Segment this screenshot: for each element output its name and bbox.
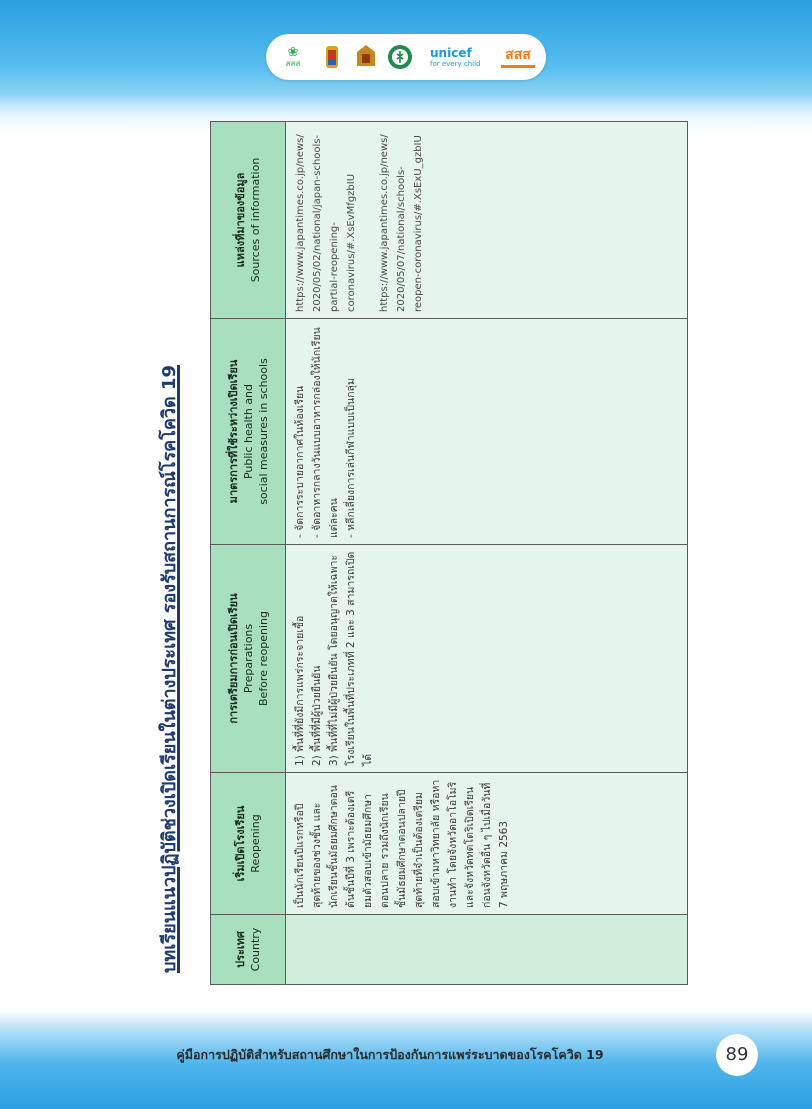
table-header-row	[211, 122, 286, 985]
column-header-sources	[211, 122, 286, 319]
column-header-sources-en: Sources of information	[249, 157, 262, 283]
measure-item: - หลีกเลี่ยงการเล่นกีฬาแบบเป็นกลุ่ม	[345, 378, 357, 538]
measure-item: - จัดอาหารกลางวันแบบอาหารกล่องให้นักเรียนแต่ละคน	[311, 327, 340, 538]
column-header-preparations-en: Preparations	[241, 623, 255, 694]
cell-preparations	[286, 545, 688, 773]
measure-item: - จัดการระบายอากาศในห้องเรียน	[294, 385, 306, 538]
royal-seal-icon	[319, 44, 345, 70]
column-header-reopening	[211, 773, 286, 915]
unicef-tagline: for every child	[430, 59, 481, 68]
measures-table	[210, 121, 688, 985]
column-header-country	[211, 915, 286, 985]
footer-title: คู่มือการปฏิบัติสำหรับสถานศึกษาในการป้องกันการแพร่ระบาดของโรคโควิด 19	[176, 1047, 604, 1062]
cell-reopening: เป็นนักเรียนปีแรกหรือปีสุดท้ายของช่วงชั้น และนักเรียนชั้นมัธยมศึกษาตอนต้นชั้นปีที่ 3 เพราะต้องเตรียมตัวสอบเข้ามัธยมศึกษาตอนปลาย รวมถึงนักเรียนชั้นมัธยมศึกษาตอนปลายปีสุดท้ายที่จำเป็นต้องเตรียมสอบเข้ามหาวิทยาลัย หรือหางานทำ โดยจังหวัดอาโอโมริและจังหวัดทตโตริเปิดเรียนก่อนจังหวัดอื่น ๆ ไปเมื่อวันที่ 7 พฤษภาคม 2563	[286, 773, 688, 915]
seal-logo-2	[352, 41, 380, 73]
column-header-preparations-en2: Before reopening	[256, 611, 270, 706]
ministry-seal-icon	[353, 44, 379, 70]
column-header-measures-en2: social measures in schools	[256, 358, 270, 505]
column-header-reopening-en: Reopening	[249, 814, 262, 873]
page-number: 89	[716, 1034, 758, 1076]
cell-measures	[286, 319, 688, 545]
sss-logo-underline	[501, 65, 535, 68]
column-header-measures	[211, 319, 286, 545]
sss-logo-text: สสส	[505, 46, 531, 63]
source-link[interactable]: https://www.japantimes.co.jp/news/2020/05/02/national/japan-schools-partial-reopening-coronavirus/#.XsEvMfgzbIU	[295, 134, 357, 312]
column-header-measures-en: Public health and	[241, 383, 255, 480]
moph-logo	[386, 41, 414, 73]
preparation-item: 2) พื้นที่ที่มีผู้ป่วยยืนยัน	[311, 665, 323, 766]
column-header-measures-th: มาตรการที่ใช้ระหว่างเปิดเรียน	[226, 359, 240, 504]
page-heading	[140, 122, 204, 985]
column-header-country-th: ประเทศ	[234, 931, 247, 968]
logo-bar	[266, 34, 546, 80]
page-title: บทเรียนแนวปฏิบัติช่วงเปิดเรียนในต่างประเทศ รองรับสถานการณ์โรคโควิด 19	[159, 364, 180, 973]
unicef-logo-text: unicef	[430, 45, 472, 60]
source-gap	[360, 128, 376, 312]
column-header-sources-th: แหล่งที่มาของข้อมูล	[234, 172, 247, 268]
rotated-content	[140, 122, 688, 985]
seal-logo-1	[318, 41, 346, 73]
unicef-logo	[430, 41, 488, 73]
preparation-item: 1) พื้นที่ที่ยังมีการแพร่กระจายเชื้อ	[294, 615, 306, 766]
source-link[interactable]: https://www.japantimes.co.jp/news/2020/05/07/national/schools-reopen-coronavirus/#.XsExU_gzbIU	[379, 134, 424, 312]
column-header-preparations-th: การเตรียมการก่อนเปิดเรียน	[226, 593, 240, 724]
thaihealth-mark-icon: ❀	[287, 44, 299, 60]
column-header-reopening-th: เริ่มเปิดโรงเรียน	[234, 805, 247, 882]
preparation-item: 3) พื้นที่ที่ไม่มีผู้ป่วยยืนยัน โดยอนุญาตให้เฉพาะโรงเรียนในพื้นที่ประเภทที่ 2 และ 3 สามารถเปิดได้	[328, 551, 374, 766]
cell-sources	[286, 122, 688, 319]
sss-logo	[498, 41, 538, 73]
cell-country	[286, 915, 688, 985]
thaihealth-logo-text: สสส	[285, 58, 301, 68]
column-header-country-en: Country	[249, 927, 262, 972]
table-row	[286, 122, 688, 985]
thaihealth-logo	[278, 41, 308, 73]
column-header-preparations	[211, 545, 286, 773]
moph-seal-icon	[387, 44, 413, 70]
